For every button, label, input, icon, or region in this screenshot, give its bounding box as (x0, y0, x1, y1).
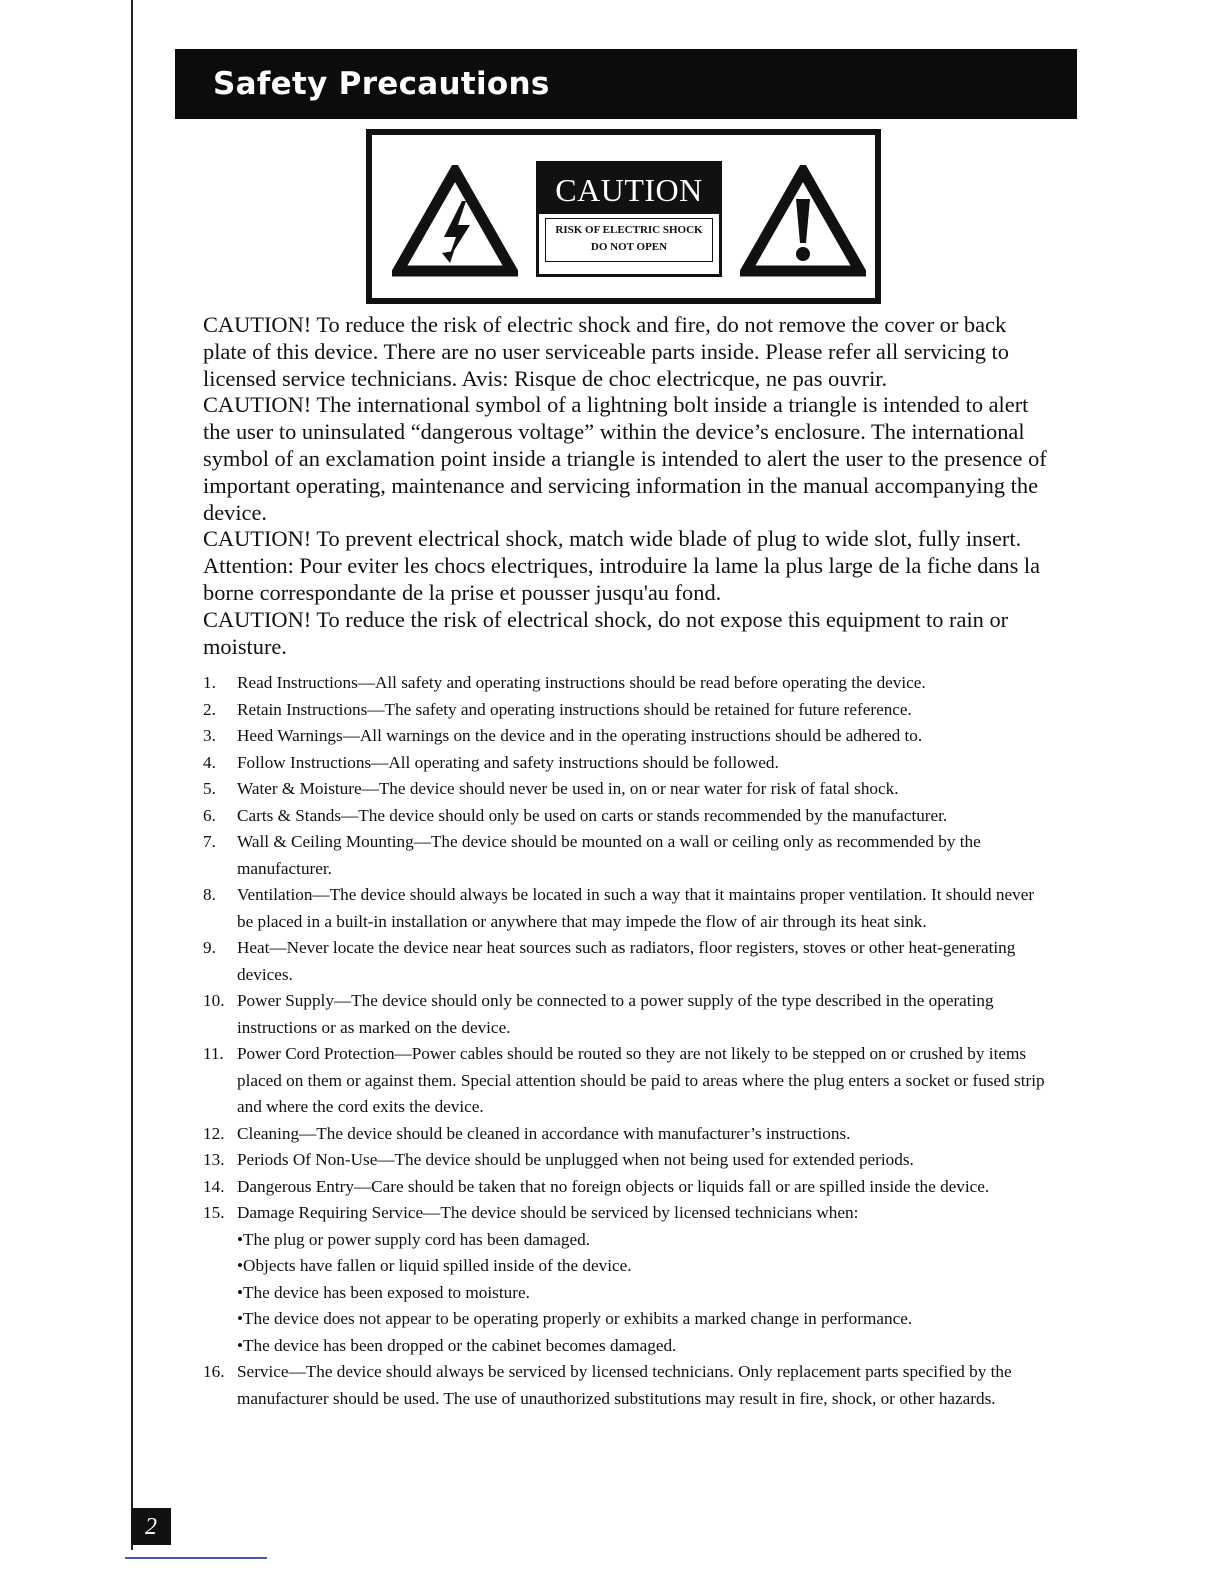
item-text: Follow Instructions—All operating and safety instructions should be followed. (237, 752, 779, 772)
list-item (203, 1200, 1053, 1359)
caution-heading: CAUTION (539, 164, 719, 214)
item-number: 1. (203, 673, 216, 692)
item-text: Water & Moisture—The device should never be used in, on or near water for risk of fatal shock. (237, 779, 899, 798)
list-item (203, 1174, 1053, 1201)
list-item (203, 697, 1053, 724)
item-text: Ventilation—The device should always be located in such a way that it maintains proper ventilation. It should never be placed in a built-in installation or anywhere that may impede the flow of air through its heat sink. (237, 885, 1035, 931)
list-item (203, 829, 1053, 882)
item-number: 7. (203, 832, 216, 851)
safety-instructions-list (203, 670, 1053, 1412)
item-text: Damage Requiring Service—The device should be serviced by licensed technicians when: (237, 1203, 859, 1222)
item-text: Power Cord Protection—Power cables should be routed so they are not likely to be stepped on or crushed by items placed on them or against them. Special attention should be paid to areas where the plug enters a socket or fused strip and where the cord exits the device. (237, 1044, 1045, 1116)
item-text: Heat—Never locate the device near heat sources such as radiators, floor registers, stoves or other heat-generating devices. (237, 938, 1016, 984)
item-number: 10. (203, 991, 225, 1010)
item-text: Power Supply—The device should only be connected to a power supply of the type described in the operating instructions or as marked on the device. (237, 991, 994, 1037)
list-item (203, 750, 1053, 777)
list-item (203, 1147, 1053, 1174)
list-item (203, 776, 1053, 803)
list-item (203, 670, 1053, 697)
caution-paragraph: CAUTION! The international symbol of a lightning bolt inside a triangle is intended to alert the user to uninsulated “dangerous voltage” within the device’s enclosure. The international symbol of an exclamation point inside a triangle is intended to alert the user to the presence of important operating, maintenance and servicing information in the manual accompanying the device. (203, 392, 1047, 525)
caution-paragraph: CAUTION! To prevent electrical shock, match wide blade of plug to wide slot, fully insert. Attention: Pour eviter les chocs electriques, introduire la lame la plus large de la fiche dans la borne correspondante de la prise et pousser jusqu'au fond. (203, 526, 1041, 605)
item-text: Service—The device should always be serviced by licensed technicians. Only replacement parts specified by the manufacturer should be used. The use of unauthorized substitutions may result in fire, shock, or other hazards. (237, 1362, 1012, 1408)
footer-rule (125, 1557, 267, 1559)
list-item (203, 803, 1053, 830)
lightning-triangle-icon (392, 165, 518, 277)
item-number: 13. (203, 1150, 225, 1169)
list-item (203, 723, 1053, 750)
caution-paragraph: CAUTION! To reduce the risk of electrical shock, do not expose this equipment to rain or moisture. (203, 606, 1009, 659)
do-not-open-line: DO NOT OPEN (590, 241, 668, 253)
damage-condition: • The device has been dropped or the cabinet becomes damaged. (237, 1333, 1053, 1360)
item-text: Heed Warnings—All warnings on the device and in the operating instructions should be adhered to. (237, 726, 923, 745)
page-title: Safety Precautions (213, 66, 550, 102)
item-text: Retain Instructions—The safety and operating instructions should be retained for future reference. (237, 699, 912, 719)
item-text: Periods Of Non-Use—The device should be unplugged when not being used for extended periods. (237, 1150, 914, 1169)
item-number: 5. (203, 779, 216, 798)
shock-warning-label (545, 218, 713, 262)
item-number: 15. (203, 1203, 225, 1222)
section-header (175, 49, 1077, 119)
shock-warning-line: RISK OF ELECTRIC SHOCK (555, 224, 703, 236)
damage-condition: • The plug or power supply cord has been damaged. (237, 1227, 1053, 1254)
list-item (203, 1359, 1053, 1412)
caution-paragraphs (203, 312, 1053, 660)
damage-condition: • The device has been exposed to moisture. (237, 1280, 1053, 1307)
caution-plate (536, 161, 722, 277)
item-number: 6. (203, 805, 216, 825)
list-item (203, 882, 1053, 935)
list-item (203, 988, 1053, 1041)
item-number: 14. (203, 1176, 225, 1196)
item-text: Read Instructions—All safety and operating instructions should be read before operating the device. (237, 673, 926, 692)
caution-label-box (366, 129, 881, 304)
damage-condition: • The device does not appear to be operating properly or exhibits a marked change in performance. (237, 1306, 1053, 1333)
item-number: 4. (203, 752, 216, 772)
list-item (203, 935, 1053, 988)
damage-conditions-list (237, 1227, 1053, 1360)
exclamation-triangle-icon (740, 165, 866, 277)
damage-condition: • Objects have fallen or liquid spilled inside of the device. (237, 1253, 1053, 1280)
item-number: 2. (203, 699, 216, 719)
left-margin-rule (131, 0, 133, 1550)
item-text: Cleaning—The device should be cleaned in accordance with manufacturer’s instructions. (237, 1123, 851, 1143)
item-text: Carts & Stands—The device should only be used on carts or stands recommended by the manufacturer. (237, 805, 948, 825)
item-number: 11. (203, 1044, 224, 1063)
item-number: 16. (203, 1362, 225, 1381)
list-item (203, 1121, 1053, 1148)
list-item (203, 1041, 1053, 1121)
item-text: Wall & Ceiling Mounting—The device should be mounted on a wall or ceiling only as recommended by the manufacturer. (237, 832, 981, 878)
item-text: Dangerous Entry—Care should be taken that no foreign objects or liquids fall or are spilled inside the device. (237, 1176, 990, 1196)
item-number: 9. (203, 938, 216, 957)
caution-paragraph: CAUTION! To reduce the risk of electric shock and fire, do not remove the cover or back plate of this device. There are no user serviceable parts inside. Please refer all servicing to licensed service technicians. Avis: Risque de choc electricque, ne pas ouvrir. (203, 312, 1009, 391)
item-number: 12. (203, 1123, 225, 1143)
item-number: 8. (203, 885, 216, 904)
item-number: 3. (203, 726, 216, 745)
page-number: 2 (131, 1508, 171, 1545)
